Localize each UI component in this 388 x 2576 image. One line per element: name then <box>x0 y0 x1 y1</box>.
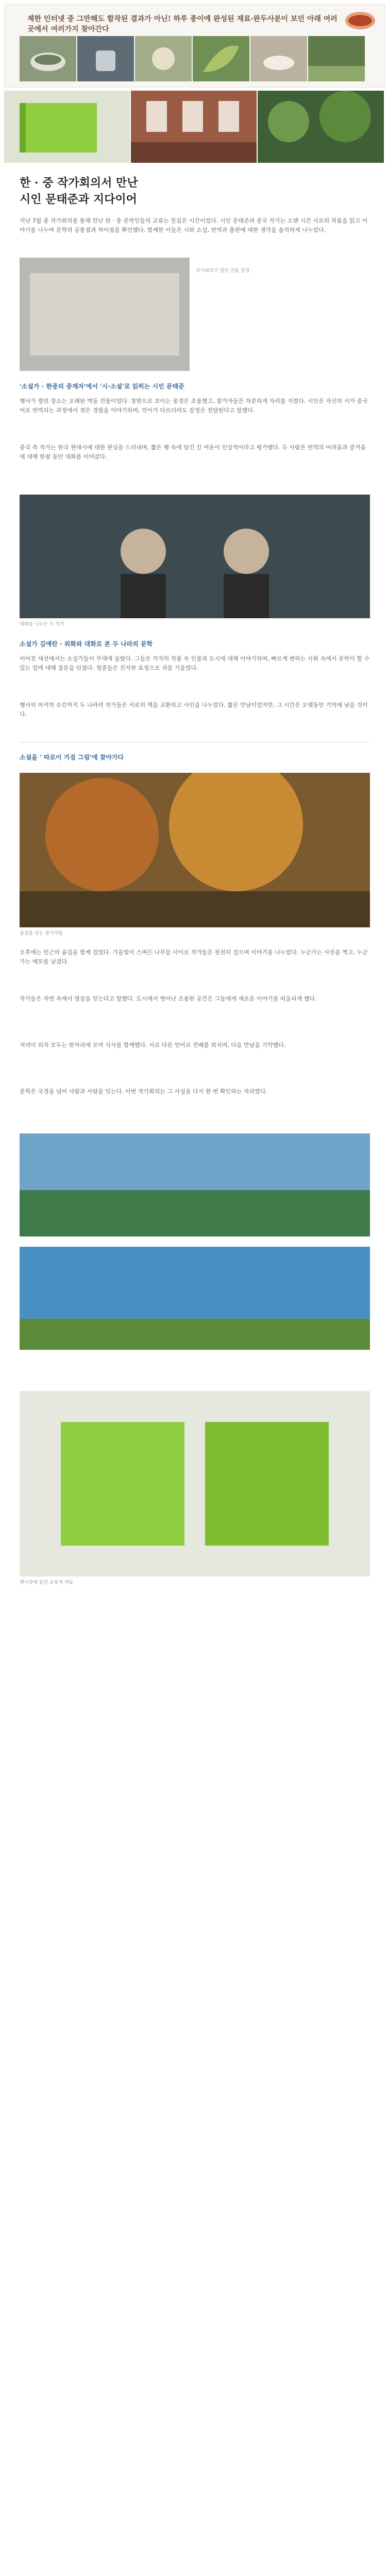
photo-green-books <box>20 1391 370 1577</box>
para-4: 행사의 마지막 순간까지 두 나라의 작가들은 서로의 책을 교환하고 사인을 나누었다. 짧은 만남이었지만, 그 시간은 오랫동안 기억에 남을 것이다. <box>20 702 368 718</box>
caption-1: 작가회의가 열린 건물 전경 <box>196 268 250 274</box>
article-headline-1: 한 · 중 작가회의서 만난 <box>20 176 138 190</box>
photo-green-book <box>4 91 130 163</box>
photo-tea <box>135 36 192 81</box>
para-8: 문학은 국경을 넘어 사람과 사람을 잇는다. 이번 작가회의는 그 사실을 다시 한 번 확인하는 자리였다. <box>20 1088 267 1095</box>
caption-4: 행사장에 놓인 초록색 책들 <box>20 1580 74 1585</box>
photo-lake <box>20 1133 370 1236</box>
photo-forest-path <box>20 773 370 927</box>
photo-building <box>131 91 257 163</box>
photo-forest <box>258 91 384 163</box>
photo-garden <box>308 36 365 81</box>
subhead-3: 소설을 ' 따로이 가짐 그림'에 찾아가다 <box>20 754 124 761</box>
banner-title: 제한 인터넷 중 그만해도 합작된 결과가 아닌! 하루 종이에 완성된 재료·완두사분이 보던 아래 여러 곳에서 여러가지 찾아간다 <box>27 15 338 33</box>
seal-logo-icon <box>345 12 375 29</box>
photo-sky <box>20 1247 370 1350</box>
photo-writers <box>20 495 370 618</box>
para-3: 이어진 세션에서는 소설가들이 무대에 올랐다. 그들은 각자의 작품 속 인물과 도시에 대해 이야기하며, 빠르게 변하는 사회 속에서 문학이 할 수 있는 일에 대해 질문을 던졌다. 청중들은 진지한 표정으로 귀를 기울였다. <box>20 655 370 671</box>
subhead-1: '소설가 · 한중의 중재자'에서 '시·소설'로 읽히는 시인 문태준 <box>20 383 184 390</box>
article-intro: 지난 7월 중 작가회의를 통해 만난 한 · 중 문학인들의 교류는 뜻깊은 시간이었다. 시인 문태준과 중국 작가는 오랜 시간 서로의 작품을 읽고 이야기를 나누며 문학의 공통점과 차이점을 확인했다. 함께한 이들은 시와 소설, 번역과 출판에 대한 생각을 솔직하게 나누었다. <box>20 217 368 233</box>
photo-leaf <box>193 36 249 81</box>
para-2: 중국 측 작가는 한국 현대시에 대한 관심을 드러내며, 짧은 행 속에 담긴 긴 여운이 인상적이라고 평가했다. 두 사람은 번역의 어려움과 즐거움에 대해 한참 동안 대화를 이어갔다. <box>20 444 366 460</box>
para-7: 저녁이 되자 모두는 한자리에 모여 식사를 함께했다. 서로 다른 언어로 건배를 외치며, 다음 만남을 기약했다. <box>20 1042 286 1048</box>
para-6: 작가들은 자연 속에서 영감을 얻는다고 말했다. 도시에서 벗어난 조용한 공간은 그들에게 새로운 이야기를 떠올리게 했다. <box>20 995 317 1002</box>
subhead-2: 소설가 김애란 · 위화와 대화로 본 두 나라의 문학 <box>20 640 153 648</box>
para-1: 행사가 열린 장소는 오래된 벽돌 건물이었다. 창밖으로 보이는 풍경은 조용했고, 참가자들은 차분하게 자리를 지켰다. 시인은 자신의 시가 중국어로 번역되는 과정에서 겪은 경험을 이야기하며, 언어가 다르더라도 감정은 전달된다고 말했다. <box>20 398 368 414</box>
para-5: 오후에는 인근의 숲길을 함께 걸었다. 가을빛이 스며든 나무들 사이로 작가들은 천천히 걸으며 이야기를 나누었다. 누군가는 사진을 찍고, 누군가는 메모를 남겼다. <box>20 949 368 965</box>
photo-venue <box>20 258 190 371</box>
photo-cup <box>77 36 134 81</box>
article-headline-2: 시인 문태준과 지다이어 <box>20 193 137 206</box>
photo-bowl <box>20 36 76 81</box>
caption-2: 대화를 나누는 두 작가 <box>20 622 64 627</box>
photo-ceramic <box>250 36 307 81</box>
caption-3: 숲길을 걷는 참가자들 <box>20 931 63 936</box>
